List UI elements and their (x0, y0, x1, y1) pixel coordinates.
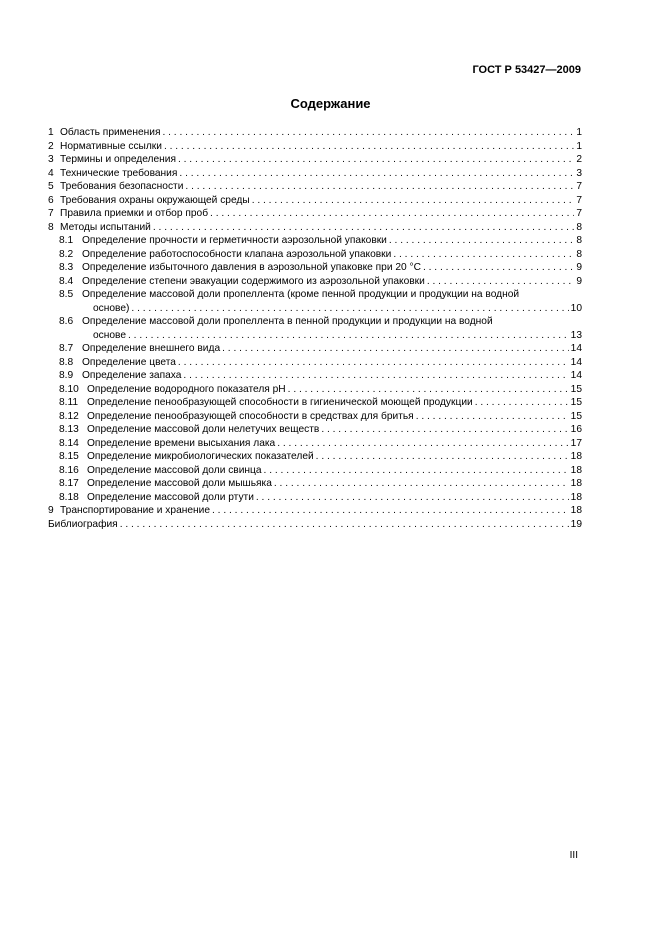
toc-entry-page: 18 (570, 491, 582, 503)
toc-entry-number: 8.11 (59, 397, 79, 408)
toc-entry-label: Область применения (60, 127, 161, 138)
toc-entry-page: 14 (570, 370, 582, 381)
toc-entry-label: Определение массовой доли ртути (87, 491, 254, 503)
leader-dots (274, 477, 569, 491)
toc-entry-label: Определение микробиологических показателей (87, 451, 314, 462)
leader-dots (252, 194, 575, 208)
toc-entry-number: 8.2 (59, 248, 74, 260)
toc-entry-number: 8.6 (59, 316, 74, 327)
toc-entry-page: 15 (570, 397, 582, 408)
toc-entry[interactable] (48, 369, 582, 383)
toc-entry[interactable] (48, 504, 582, 518)
toc-entry-page: 14 (570, 343, 582, 354)
toc-entry[interactable] (48, 126, 582, 140)
toc-entry-page: 7 (576, 208, 582, 219)
leader-dots (423, 261, 574, 275)
toc-entry-number: 3 (48, 154, 54, 165)
leader-dots (393, 248, 574, 262)
toc-entry-page: 8 (576, 235, 582, 246)
leader-dots (179, 167, 574, 181)
toc-entry[interactable] (48, 288, 582, 302)
toc-entry-label: Определение внешнего вида (82, 343, 221, 354)
toc-entry-number: 8.15 (59, 451, 79, 462)
toc-entry-label: Определение массовой доли свинца (87, 464, 262, 476)
page-number: III (569, 850, 578, 861)
toc-entry-label: Определение водородного показателя рН (87, 383, 286, 395)
toc-entry-number: 5 (48, 181, 54, 192)
toc-entry-page: 15 (570, 383, 582, 395)
toc-entry-label: Термины и определения (60, 154, 176, 165)
leader-dots (416, 410, 569, 424)
toc-entry-number: 4 (48, 167, 54, 179)
toc-entry[interactable] (48, 383, 582, 397)
leader-dots (183, 369, 568, 383)
toc-entry[interactable] (48, 194, 582, 208)
toc-entry-page: 1 (576, 140, 582, 152)
toc-entry-number: 8.10 (59, 383, 79, 395)
toc-entry-number: 8.18 (59, 491, 79, 503)
toc-entry[interactable] (48, 410, 582, 424)
toc-entry-label: Требования безопасности (60, 181, 184, 192)
toc-entry[interactable] (48, 450, 582, 464)
leader-dots (212, 504, 569, 518)
leader-dots (162, 126, 574, 140)
toc-entry-number: 8.12 (59, 410, 79, 422)
toc-entry-label-continued: основе (93, 329, 127, 341)
toc-entry-page: 2 (576, 154, 582, 165)
toc-entry-label: Нормативные ссылки (60, 140, 162, 152)
toc-entry-page: 1 (576, 127, 582, 138)
leader-dots (153, 221, 574, 235)
toc-entry-page: 7 (576, 194, 582, 206)
leader-dots (185, 180, 574, 194)
leader-dots (164, 140, 574, 154)
leader-dots (277, 437, 568, 451)
toc-entry-label: Определение работоспособности клапана аэрозольной упаковки (82, 248, 392, 260)
leader-dots (316, 450, 569, 464)
leader-dots (131, 302, 568, 316)
toc-entry-label: Определение цвета (82, 356, 176, 368)
toc-entry-number: 8.5 (59, 289, 74, 300)
toc-entry[interactable] (48, 167, 582, 181)
toc-entry-page: 18 (570, 505, 582, 516)
toc-entry-label: Определение времени высыхания лака (87, 437, 276, 449)
toc-entry-page: 17 (570, 437, 582, 449)
toc-entry[interactable] (48, 437, 582, 451)
toc-entry-number: 8.8 (59, 356, 74, 368)
toc-entry-continuation[interactable] (48, 302, 582, 316)
toc-entry-page: 13 (570, 329, 582, 341)
toc-entry-continuation[interactable] (48, 329, 582, 343)
leader-dots (475, 396, 569, 410)
toc-entry[interactable] (48, 464, 582, 478)
toc-entry-page: 16 (570, 424, 582, 435)
toc-entry-label: Определение массовой доли мышьяка (87, 478, 272, 489)
leader-dots (288, 383, 569, 397)
toc-entry-label: Требования охраны окружающей среды (60, 194, 250, 206)
toc-entry[interactable] (48, 423, 582, 437)
toc-entry-page: 9 (576, 275, 582, 287)
document-code: ГОСТ Р 53427—2009 (472, 64, 581, 76)
toc-entry[interactable] (48, 153, 582, 167)
toc-entry-number: 8.1 (59, 235, 74, 246)
toc-entry-label: Определение массовой доли пропеллента в пенной продукции и продукции на водной (82, 316, 493, 327)
toc-entry[interactable] (48, 518, 582, 532)
toc-entry[interactable] (48, 140, 582, 154)
leader-dots (178, 153, 574, 167)
toc-entry[interactable] (48, 180, 582, 194)
toc-entry-label: Определение запаха (82, 370, 182, 381)
toc-entry-number: 8.17 (59, 478, 79, 489)
toc-entry-page: 18 (570, 478, 582, 489)
leader-dots (222, 342, 569, 356)
toc-entry-number: 8.9 (59, 370, 74, 381)
toc-entry-label: Транспортирование и хранение (60, 505, 211, 516)
toc-entry[interactable] (48, 315, 582, 329)
toc-entry-label: Библиография (48, 518, 118, 530)
toc-entry-label-continued: основе) (93, 302, 130, 314)
toc-entry-page: 15 (570, 410, 582, 422)
toc-entry[interactable] (48, 248, 582, 262)
toc-entry-label: Определение пенообразующей способности в гигиенической моющей продукции (87, 397, 473, 408)
toc-entry[interactable] (48, 396, 582, 410)
toc-entry[interactable] (48, 477, 582, 491)
toc-entry-number: 8.3 (59, 262, 74, 273)
toc-entry-number: 2 (48, 140, 54, 152)
toc-entry-page: 9 (576, 262, 582, 273)
toc-entry-number: 8.14 (59, 437, 79, 449)
toc-entry-label: Определение массовой доли нелетучих веществ (87, 424, 320, 435)
toc-entry-number: 8.7 (59, 343, 74, 354)
toc-entry-number: 8.16 (59, 464, 79, 476)
toc-entry-page: 10 (570, 302, 582, 314)
toc-entry-label: Правила приемки и отбор проб (60, 208, 209, 219)
toc-entry[interactable] (48, 491, 582, 505)
leader-dots (178, 356, 569, 370)
leader-dots (264, 464, 569, 478)
leader-dots (321, 423, 568, 437)
toc-entry-label: Определение массовой доли пропеллента (кроме пенной продукции и продукции на водной (82, 289, 520, 300)
toc-entry-page: 8 (576, 248, 582, 260)
toc-entry-number: 6 (48, 194, 54, 206)
toc-entry[interactable] (48, 207, 582, 221)
toc-entry-label: Технические требования (60, 167, 178, 179)
toc-entry-number: 7 (48, 208, 54, 219)
toc-entry-number: 8.4 (59, 275, 74, 287)
toc-entry-number: 9 (48, 505, 54, 516)
toc-entry-label: Определение прочности и герметичности аэрозольной упаковки (82, 235, 387, 246)
toc-entry[interactable] (48, 234, 582, 248)
toc-entry-page: 14 (570, 356, 582, 368)
toc-entry[interactable] (48, 221, 582, 235)
toc-entry-page: 18 (570, 451, 582, 462)
toc-entry-page: 18 (570, 464, 582, 476)
toc-entry-label: Методы испытаний (60, 221, 151, 233)
table-of-contents (48, 126, 582, 531)
toc-entry-number: 8 (48, 221, 54, 233)
toc-entry-page: 19 (570, 518, 582, 530)
toc-entry-label: Определение степени эвакуации содержимого из аэрозольной упаковки (82, 275, 425, 287)
leader-dots (256, 491, 569, 505)
leader-dots (389, 234, 574, 248)
toc-entry[interactable] (48, 342, 582, 356)
toc-entry[interactable] (48, 275, 582, 289)
toc-entry-number: 8.13 (59, 424, 79, 435)
toc-entry-page: 7 (576, 181, 582, 192)
leader-dots (210, 207, 574, 221)
toc-entry-page: 3 (576, 167, 582, 179)
toc-entry-number: 1 (48, 127, 54, 138)
leader-dots (128, 329, 569, 343)
leader-dots (427, 275, 575, 289)
leader-dots (120, 518, 569, 532)
toc-entry[interactable] (48, 261, 582, 275)
toc-entry-label: Определение пенообразующей способности в средствах для бритья (87, 410, 414, 422)
toc-entry-page: 8 (576, 221, 582, 233)
toc-title: Содержание (290, 96, 371, 111)
toc-entry-label: Определение избыточного давления в аэрозольной упаковке при 20 °С (82, 262, 421, 273)
toc-entry[interactable] (48, 356, 582, 370)
